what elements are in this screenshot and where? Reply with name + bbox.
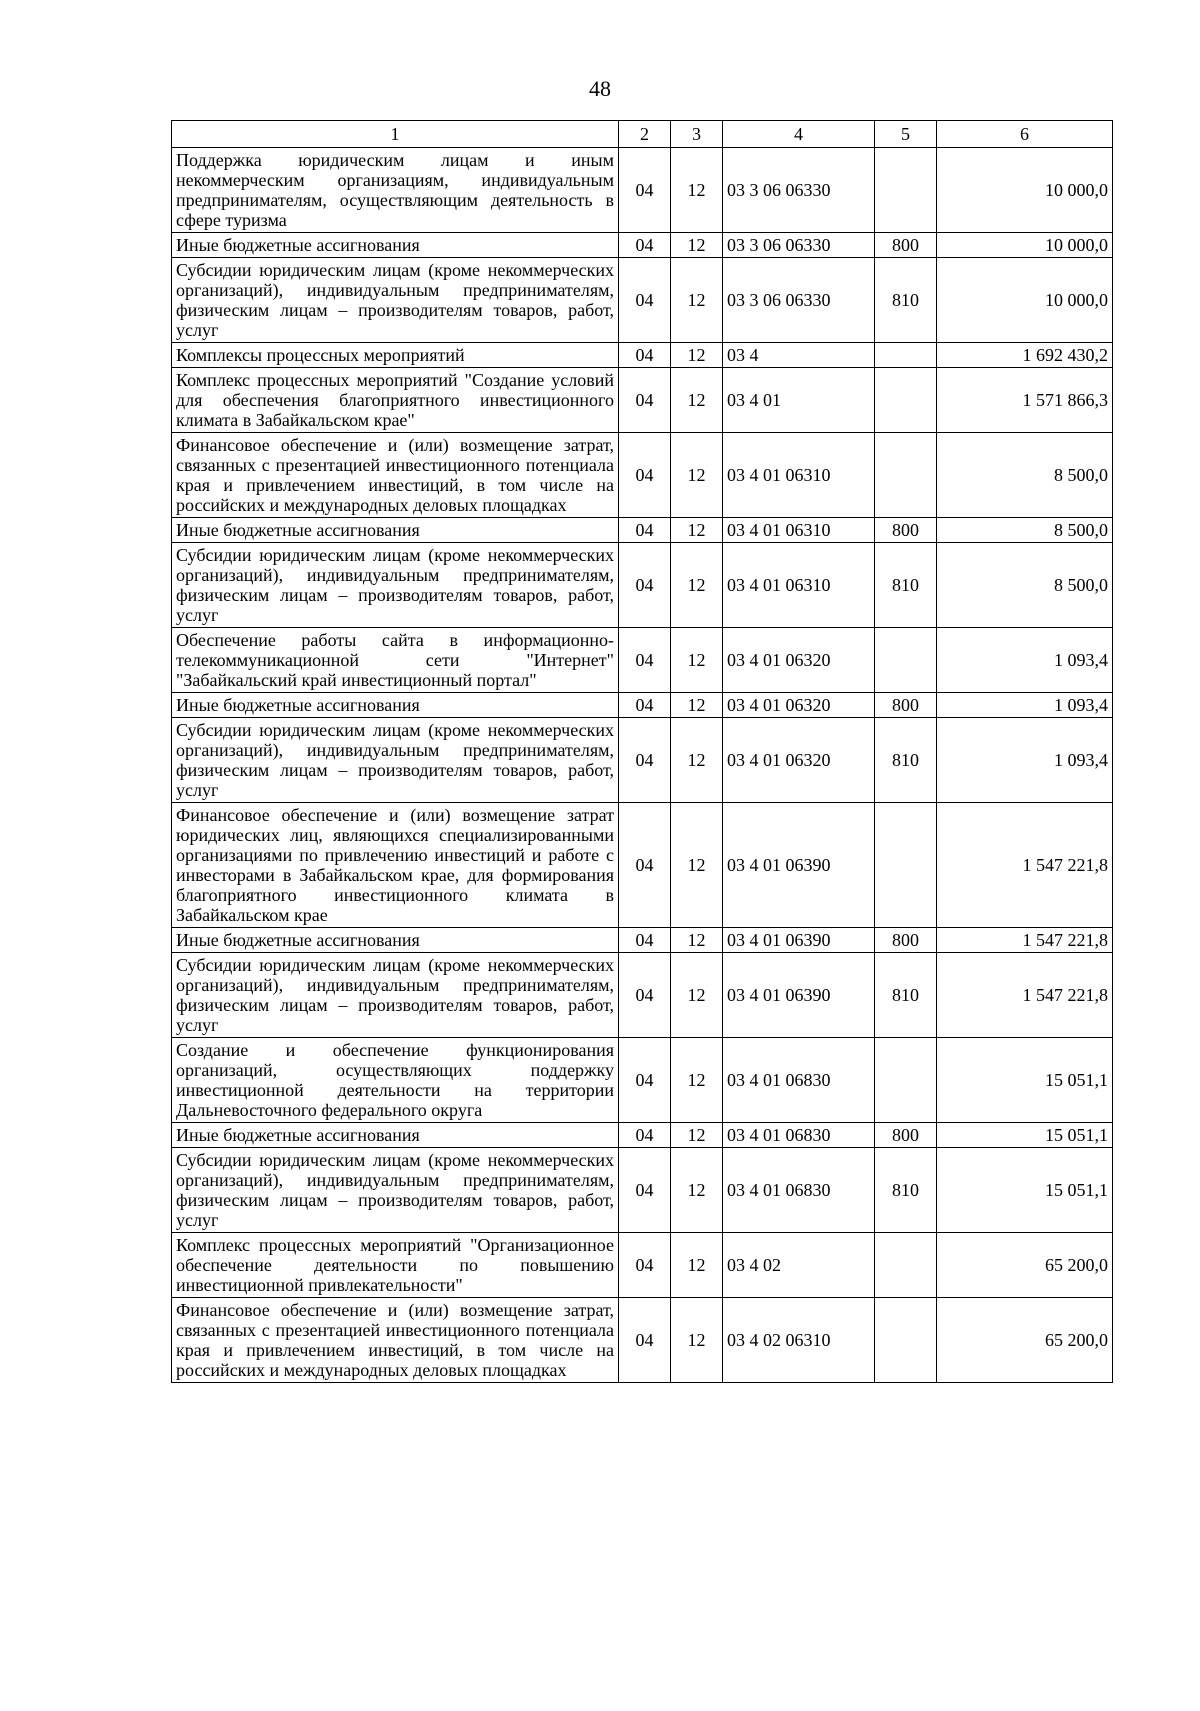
row-name: Субсидии юридическим лицам (кроме некоммерческих организаций), индивидуальным предпринимателям, физическим лицам – производителям товаров, работ, услуг [172,543,619,628]
row-subsection: 12 [671,803,723,928]
row-section: 04 [619,628,671,693]
row-target-article: 03 4 01 06310 [723,518,875,543]
row-target-article: 03 4 01 06310 [723,543,875,628]
row-name: Субсидии юридическим лицам (кроме некоммерческих организаций), индивидуальным предпринимателям, физическим лицам – производителям товаров, работ, услуг [172,1148,619,1233]
row-subsection: 12 [671,718,723,803]
row-target-article: 03 3 06 06330 [723,233,875,258]
row-target-article: 03 3 06 06330 [723,148,875,233]
table-row [172,1148,1113,1233]
row-amount: 1 547 221,8 [937,928,1113,953]
header-col-1: 1 [172,121,619,148]
row-amount: 65 200,0 [937,1298,1113,1383]
row-subsection: 12 [671,258,723,343]
row-target-article: 03 4 01 06830 [723,1038,875,1123]
table-header [172,121,1113,148]
table-row [172,953,1113,1038]
row-target-article: 03 4 [723,343,875,368]
row-name: Финансовое обеспечение и (или) возмещение затрат юридических лиц, являющихся специализированными организациями по привлечению инвестиций и работе с инвесторами в Забайкальском крае, для формирования благоприятного инвестиционного климата в Забайкальском крае [172,803,619,928]
table-row [172,628,1113,693]
row-expense-type [875,1298,937,1383]
row-expense-type [875,148,937,233]
row-expense-type: 800 [875,518,937,543]
row-amount: 1 571 866,3 [937,368,1113,433]
row-subsection: 12 [671,953,723,1038]
row-name: Создание и обеспечение функционирования организаций, осуществляющих поддержку инвестиционной деятельности на территории Дальневосточного федерального округа [172,1038,619,1123]
row-amount: 15 051,1 [937,1038,1113,1123]
row-section: 04 [619,953,671,1038]
row-subsection: 12 [671,233,723,258]
row-name: Финансовое обеспечение и (или) возмещение затрат, связанных с презентацией инвестиционного потенциала края и привлечением инвестиций, в том числе на российских и международных деловых площадках [172,1298,619,1383]
table-row [172,368,1113,433]
row-expense-type: 800 [875,1123,937,1148]
row-target-article: 03 4 01 06320 [723,718,875,803]
row-name: Обеспечение работы сайта в информационно-телекоммуникационной сети "Интернет" "Забайкальский край инвестиционный портал" [172,628,619,693]
row-section: 04 [619,343,671,368]
row-amount: 10 000,0 [937,148,1113,233]
row-section: 04 [619,1038,671,1123]
row-amount: 8 500,0 [937,543,1113,628]
table-row [172,518,1113,543]
header-col-4: 4 [723,121,875,148]
row-section: 04 [619,1123,671,1148]
row-section: 04 [619,693,671,718]
row-target-article: 03 4 02 [723,1233,875,1298]
row-expense-type [875,1233,937,1298]
table-row [172,433,1113,518]
row-subsection: 12 [671,928,723,953]
row-subsection: 12 [671,1123,723,1148]
row-expense-type [875,628,937,693]
row-name: Комплекс процессных мероприятий "Создание условий для обеспечения благоприятного инвестиционного климата в Забайкальском крае" [172,368,619,433]
header-row [172,121,1113,148]
row-name: Иные бюджетные ассигнования [172,693,619,718]
budget-table [171,120,1113,1383]
row-amount: 1 692 430,2 [937,343,1113,368]
table-row [172,803,1113,928]
header-col-6: 6 [937,121,1113,148]
row-amount: 1 547 221,8 [937,803,1113,928]
row-expense-type [875,1038,937,1123]
row-amount: 10 000,0 [937,258,1113,343]
row-target-article: 03 4 01 06390 [723,803,875,928]
row-subsection: 12 [671,343,723,368]
row-expense-type [875,433,937,518]
row-target-article: 03 4 01 [723,368,875,433]
row-expense-type: 810 [875,1148,937,1233]
row-section: 04 [619,718,671,803]
row-section: 04 [619,518,671,543]
row-expense-type [875,343,937,368]
row-name: Финансовое обеспечение и (или) возмещение затрат, связанных с презентацией инвестиционного потенциала края и привлечением инвестиций, в том числе на российских и международных деловых площадках [172,433,619,518]
row-name: Комплексы процессных мероприятий [172,343,619,368]
row-target-article: 03 4 01 06830 [723,1148,875,1233]
row-section: 04 [619,368,671,433]
row-subsection: 12 [671,368,723,433]
page-number: 48 [589,76,611,101]
row-amount: 10 000,0 [937,233,1113,258]
row-name: Иные бюджетные ассигнования [172,518,619,543]
row-section: 04 [619,1148,671,1233]
row-subsection: 12 [671,1038,723,1123]
row-name: Субсидии юридическим лицам (кроме некоммерческих организаций), индивидуальным предпринимателям, физическим лицам – производителям товаров, работ, услуг [172,718,619,803]
table-row [172,1038,1113,1123]
row-name: Субсидии юридическим лицам (кроме некоммерческих организаций), индивидуальным предпринимателям, физическим лицам – производителям товаров, работ, услуг [172,953,619,1038]
row-expense-type: 810 [875,718,937,803]
row-target-article: 03 4 01 06390 [723,928,875,953]
row-section: 04 [619,803,671,928]
row-amount: 65 200,0 [937,1233,1113,1298]
row-section: 04 [619,543,671,628]
row-subsection: 12 [671,518,723,543]
table-row [172,258,1113,343]
row-expense-type: 810 [875,543,937,628]
table-row [172,718,1113,803]
row-name: Поддержка юридическим лицам и иным некоммерческим организациям, индивидуальным предпринимателям, осуществляющим деятельность в сфере туризма [172,148,619,233]
row-expense-type [875,803,937,928]
row-expense-type: 810 [875,258,937,343]
table-row [172,1123,1113,1148]
row-target-article: 03 4 01 06310 [723,433,875,518]
header-col-2: 2 [619,121,671,148]
row-expense-type: 800 [875,233,937,258]
row-section: 04 [619,1233,671,1298]
table-row [172,233,1113,258]
row-section: 04 [619,1298,671,1383]
row-amount: 15 051,1 [937,1148,1113,1233]
row-amount: 1 093,4 [937,718,1113,803]
row-target-article: 03 4 02 06310 [723,1298,875,1383]
row-target-article: 03 4 01 06830 [723,1123,875,1148]
table-row [172,148,1113,233]
row-name: Комплекс процессных мероприятий "Организационное обеспечение деятельности по повышению инвестиционной привлекательности" [172,1233,619,1298]
row-section: 04 [619,928,671,953]
table-row [172,928,1113,953]
row-amount: 1 547 221,8 [937,953,1113,1038]
table-row [172,343,1113,368]
row-section: 04 [619,233,671,258]
table-row [172,543,1113,628]
row-target-article: 03 4 01 06390 [723,953,875,1038]
row-subsection: 12 [671,543,723,628]
row-name: Иные бюджетные ассигнования [172,233,619,258]
row-expense-type: 800 [875,693,937,718]
row-subsection: 12 [671,693,723,718]
table-row [172,1233,1113,1298]
table-row [172,1298,1113,1383]
header-col-5: 5 [875,121,937,148]
row-amount: 15 051,1 [937,1123,1113,1148]
row-name: Иные бюджетные ассигнования [172,928,619,953]
row-amount: 8 500,0 [937,433,1113,518]
row-expense-type: 800 [875,928,937,953]
row-amount: 8 500,0 [937,518,1113,543]
row-subsection: 12 [671,1148,723,1233]
row-name: Субсидии юридическим лицам (кроме некоммерческих организаций), индивидуальным предпринимателям, физическим лицам – производителям товаров, работ, услуг [172,258,619,343]
row-name: Иные бюджетные ассигнования [172,1123,619,1148]
table-row [172,693,1113,718]
row-amount: 1 093,4 [937,628,1113,693]
row-target-article: 03 4 01 06320 [723,693,875,718]
row-subsection: 12 [671,628,723,693]
row-expense-type [875,368,937,433]
row-subsection: 12 [671,1233,723,1298]
row-subsection: 12 [671,148,723,233]
row-subsection: 12 [671,1298,723,1383]
row-section: 04 [619,258,671,343]
table-body [172,148,1113,1383]
row-subsection: 12 [671,433,723,518]
row-section: 04 [619,148,671,233]
header-col-3: 3 [671,121,723,148]
row-section: 04 [619,433,671,518]
row-target-article: 03 4 01 06320 [723,628,875,693]
row-amount: 1 093,4 [937,693,1113,718]
row-target-article: 03 3 06 06330 [723,258,875,343]
row-expense-type: 810 [875,953,937,1038]
